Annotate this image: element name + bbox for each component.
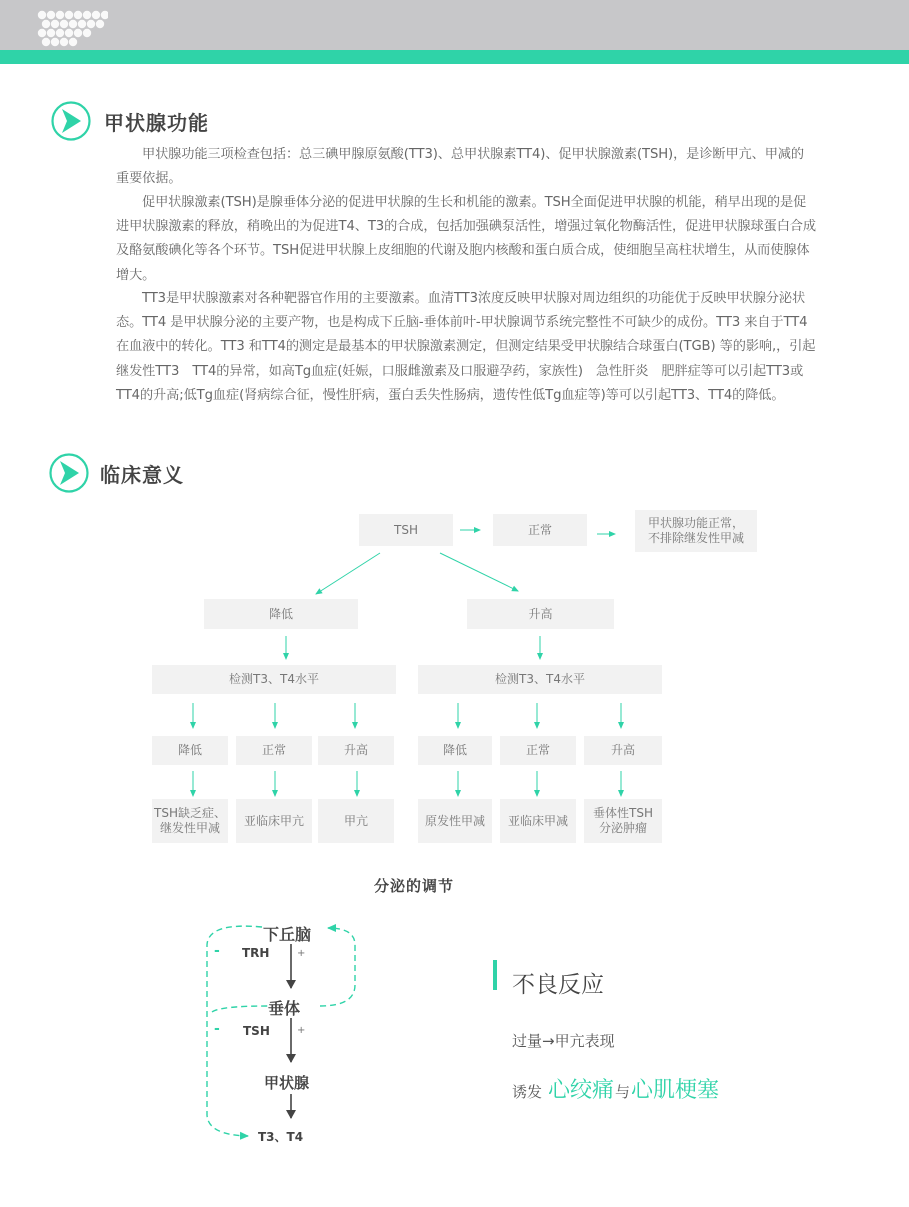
label-hypothalamus: 下丘脑 (263, 925, 312, 944)
label-trh: TRH (242, 946, 270, 960)
header-bar (0, 0, 909, 50)
section-title: 甲状腺功能 (104, 110, 209, 135)
flow-box-result-pituitary-tumor (584, 799, 662, 843)
flow-box-left-increase: 升高 (318, 736, 394, 765)
flow-box-decrease: 降低 (204, 599, 358, 629)
flow-box-left-decrease: 降低 (152, 736, 228, 765)
flow-box-tsh: TSH (359, 514, 453, 546)
flow-box-right-decrease: 降低 (418, 736, 492, 765)
flow-text-line: 分泌肿瘤 (598, 821, 647, 835)
label-thyroid: 甲状腺 (264, 1074, 310, 1092)
flow-box-right-normal: 正常 (500, 736, 576, 765)
connector-text: 与 (615, 1083, 631, 1101)
paragraph-intro: 甲状腺功能三项检查包括：总三碘甲腺原氨酸(TT3)、总甲状腺素TT4)、促甲状腺激素(TSH)，是诊断甲亢、甲减的重要依据。 (116, 147, 804, 187)
accent-bar (493, 960, 497, 990)
label-tsh: TSH (243, 1024, 270, 1038)
regulation-title: 分泌的调节 (374, 877, 455, 895)
flow-text-line: 甲状腺功能正常， (647, 516, 744, 530)
induce-prefix: 诱发 (512, 1083, 543, 1101)
highlight-myocardial-infarction: 心肌梗塞 (631, 1078, 720, 1103)
flow-box-right-increase: 升高 (584, 736, 662, 765)
adverse-overdose-line: 过量→甲亢表现 (512, 1032, 615, 1050)
flow-box-result-subclinical-hyper: 亚临床甲亢 (236, 799, 312, 843)
adverse-induce-line (512, 1073, 720, 1104)
flow-box-detect-left: 检测T3、T4水平 (152, 665, 396, 694)
label-pituitary: 垂体 (268, 999, 301, 1018)
flow-box-result-subclinical-hypo: 亚临床甲减 (500, 799, 576, 843)
section-heading-thyroid-function (50, 100, 209, 142)
header-accent-stripe (0, 50, 909, 64)
section-heading-clinical-significance (48, 452, 184, 494)
paragraph-tt3-tt4: TT3是甲状腺激素对各种靶器官作用的主要激素。血清TT3浓度反映甲状腺对周边组织的功能优于反映甲状腺分泌状态。TT4 是甲状腺分泌的主要产物，也是构成下丘脑-垂体前叶-甲状腺调节系统完整性不可缺少的成份。TT3 来自于TT4在血液中的转化。TT3 和TT4的测定是最基本的甲状腺激素测定，但测定结果受甲状腺结合球蛋白(TGB) 等的影响,，引起继发性TT3 TT4的异常，如高Tg血症(妊娠，口服雌激素及口服避孕药，家族性) 急性肝炎 肥胖症等可以引起TT3或TT4的升高;低Tg血症(肾病综合征，慢性肝病，蛋白丢失性肠病，遗传性低Tg血症等)等可以引起TT3、TT4的降低。 (116, 291, 816, 403)
flow-text-line: 继发性甲减 (159, 821, 220, 835)
section-title: 临床意义 (100, 462, 184, 487)
flow-box-detect-right: 检测T3、T4水平 (418, 665, 662, 694)
flow-text-line: 垂体性TSH (593, 806, 653, 820)
paragraph-tsh: 促甲状腺激素(TSH)是腺垂体分泌的促进甲状腺的生长和机能的激素。TSH全面促进甲状腺的机能，稍早出现的是促进甲状腺激素的释放，稍晚出的为促进T4、T3的合成，包括加强碘泵活性，增强过氧化物酶活性，促进甲状腺球蛋白合成及酪氨酸碘化等各个环节。TSH促进甲状腺上皮细胞的代谢及胞内核酸和蛋白质合成，使细胞呈高柱状增生，从而使腺体增大。 (116, 195, 816, 283)
flow-box-result-tsh-deficiency (152, 799, 228, 843)
arrow-circle-icon (48, 452, 90, 494)
arrow-circle-icon (50, 100, 92, 142)
flow-text-line: 不排除继发性甲减 (647, 531, 744, 545)
sign-minus: - (214, 1021, 220, 1037)
flow-box-result-hyperthyroidism: 甲亢 (318, 799, 394, 843)
flow-box-normal: 正常 (493, 514, 587, 546)
flow-box-normal-result (635, 510, 757, 552)
highlight-angina: 心绞痛 (548, 1078, 615, 1103)
adverse-reactions-title: 不良反应 (512, 972, 604, 998)
label-t3-t4: T3、T4 (258, 1130, 304, 1144)
sign-minus: - (214, 943, 220, 959)
sign-plus: + (297, 948, 306, 959)
sign-plus: + (297, 1025, 306, 1036)
flow-box-left-normal: 正常 (236, 736, 312, 765)
dot-pattern-logo (36, 10, 108, 50)
flow-box-increase: 升高 (467, 599, 614, 629)
flow-box-result-primary-hypo: 原发性甲减 (418, 799, 492, 843)
flow-text-line: TSH缺乏症、 (154, 806, 226, 820)
